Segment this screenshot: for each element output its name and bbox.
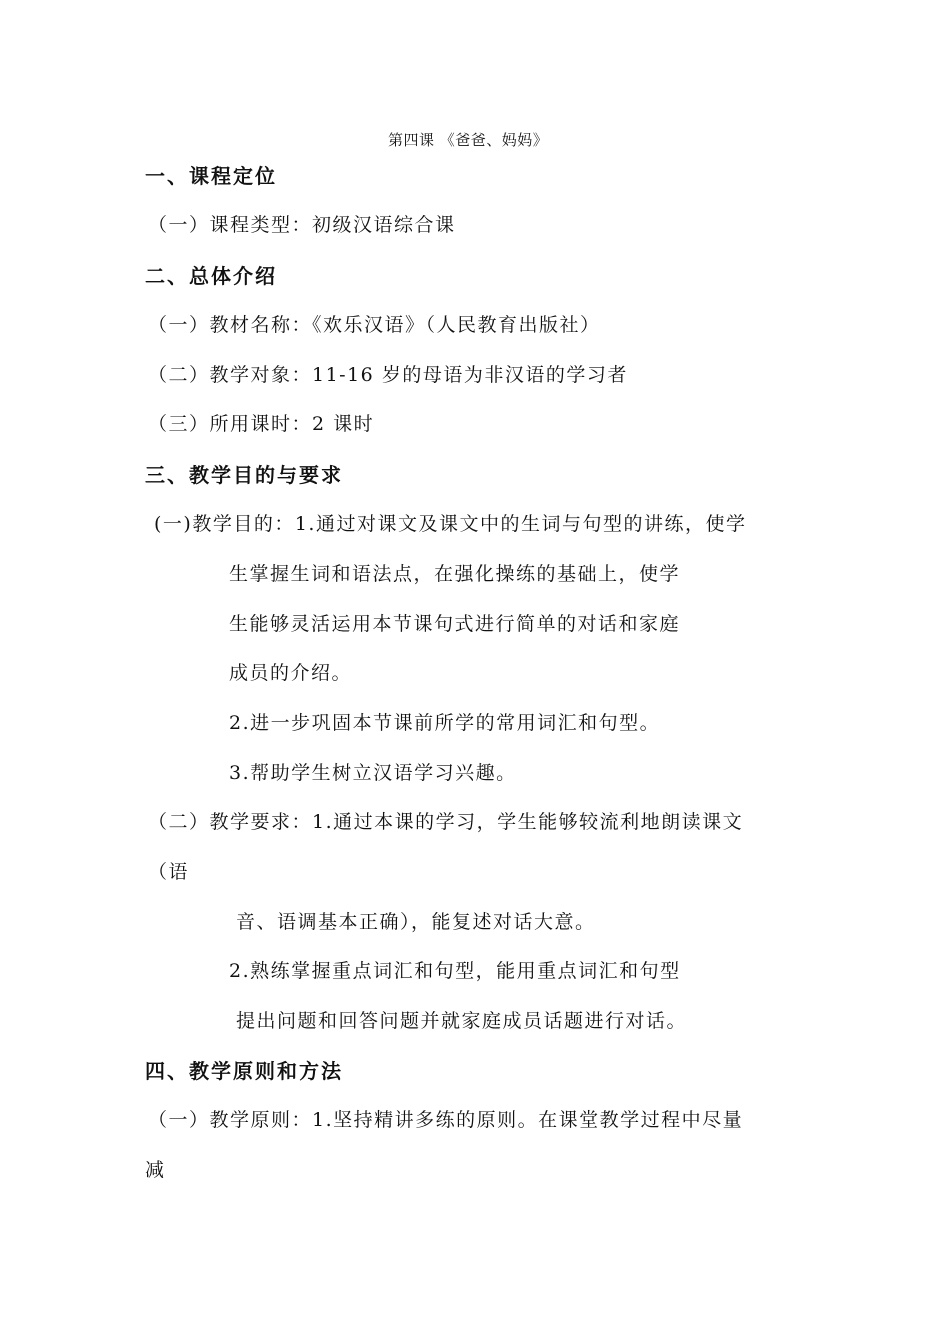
section-heading-overview: 二、总体介绍 <box>145 264 277 288</box>
teaching-goal-line-3: 生能够灵活运用本节课句式进行简单的对话和家庭 <box>229 613 681 635</box>
teaching-goal-item-2: 2.进一步巩固本节课前所学的常用词汇和句型。 <box>229 712 661 734</box>
teaching-requirement-line-3: 音、语调基本正确），能复述对话大意。 <box>236 911 596 933</box>
teaching-goal-line-2: 生掌握生词和语法点，在强化操练的基础上，使学 <box>229 563 681 585</box>
teaching-requirement-item-2: 2.熟练掌握重点词汇和句型，能用重点词汇和句型 <box>229 960 681 982</box>
section-heading-course-positioning: 一、课程定位 <box>145 164 277 188</box>
course-type-line: （一）课程类型：初级汉语综合课 <box>148 214 456 236</box>
teaching-principle-line-2: 减 <box>145 1159 166 1181</box>
teaching-goal-line-4: 成员的介绍。 <box>229 662 353 684</box>
teaching-requirement-line-2: （语 <box>148 861 190 883</box>
teaching-requirement-line-1: （二）教学要求：1.通过本课的学习，学生能够较流利地朗读课文 <box>148 811 744 833</box>
textbook-name-line: （一）教材名称：《欢乐汉语》（人民教育出版社） <box>148 314 601 336</box>
teaching-target-line: （二）教学对象：11-16 岁的母语为非汉语的学习者 <box>148 364 628 386</box>
document-title: 第四课 《爸爸、妈妈》 <box>388 131 549 149</box>
class-hours-line: （三）所用课时：2 课时 <box>148 413 375 435</box>
section-heading-goals: 三、教学目的与要求 <box>145 463 343 487</box>
teaching-principle-line-1: （一）教学原则：1.坚持精讲多练的原则。在课堂教学过程中尽量 <box>148 1109 744 1131</box>
teaching-goal-item-3: 3.帮助学生树立汉语学习兴趣。 <box>229 762 517 784</box>
section-heading-principles: 四、教学原则和方法 <box>145 1059 343 1083</box>
teaching-requirement-line-5: 提出问题和回答问题并就家庭成员话题进行对话。 <box>236 1010 688 1032</box>
teaching-goal-line-1: (一)教学目的：1.通过对课文及课文中的生词与句型的讲练，使学 <box>154 513 747 535</box>
